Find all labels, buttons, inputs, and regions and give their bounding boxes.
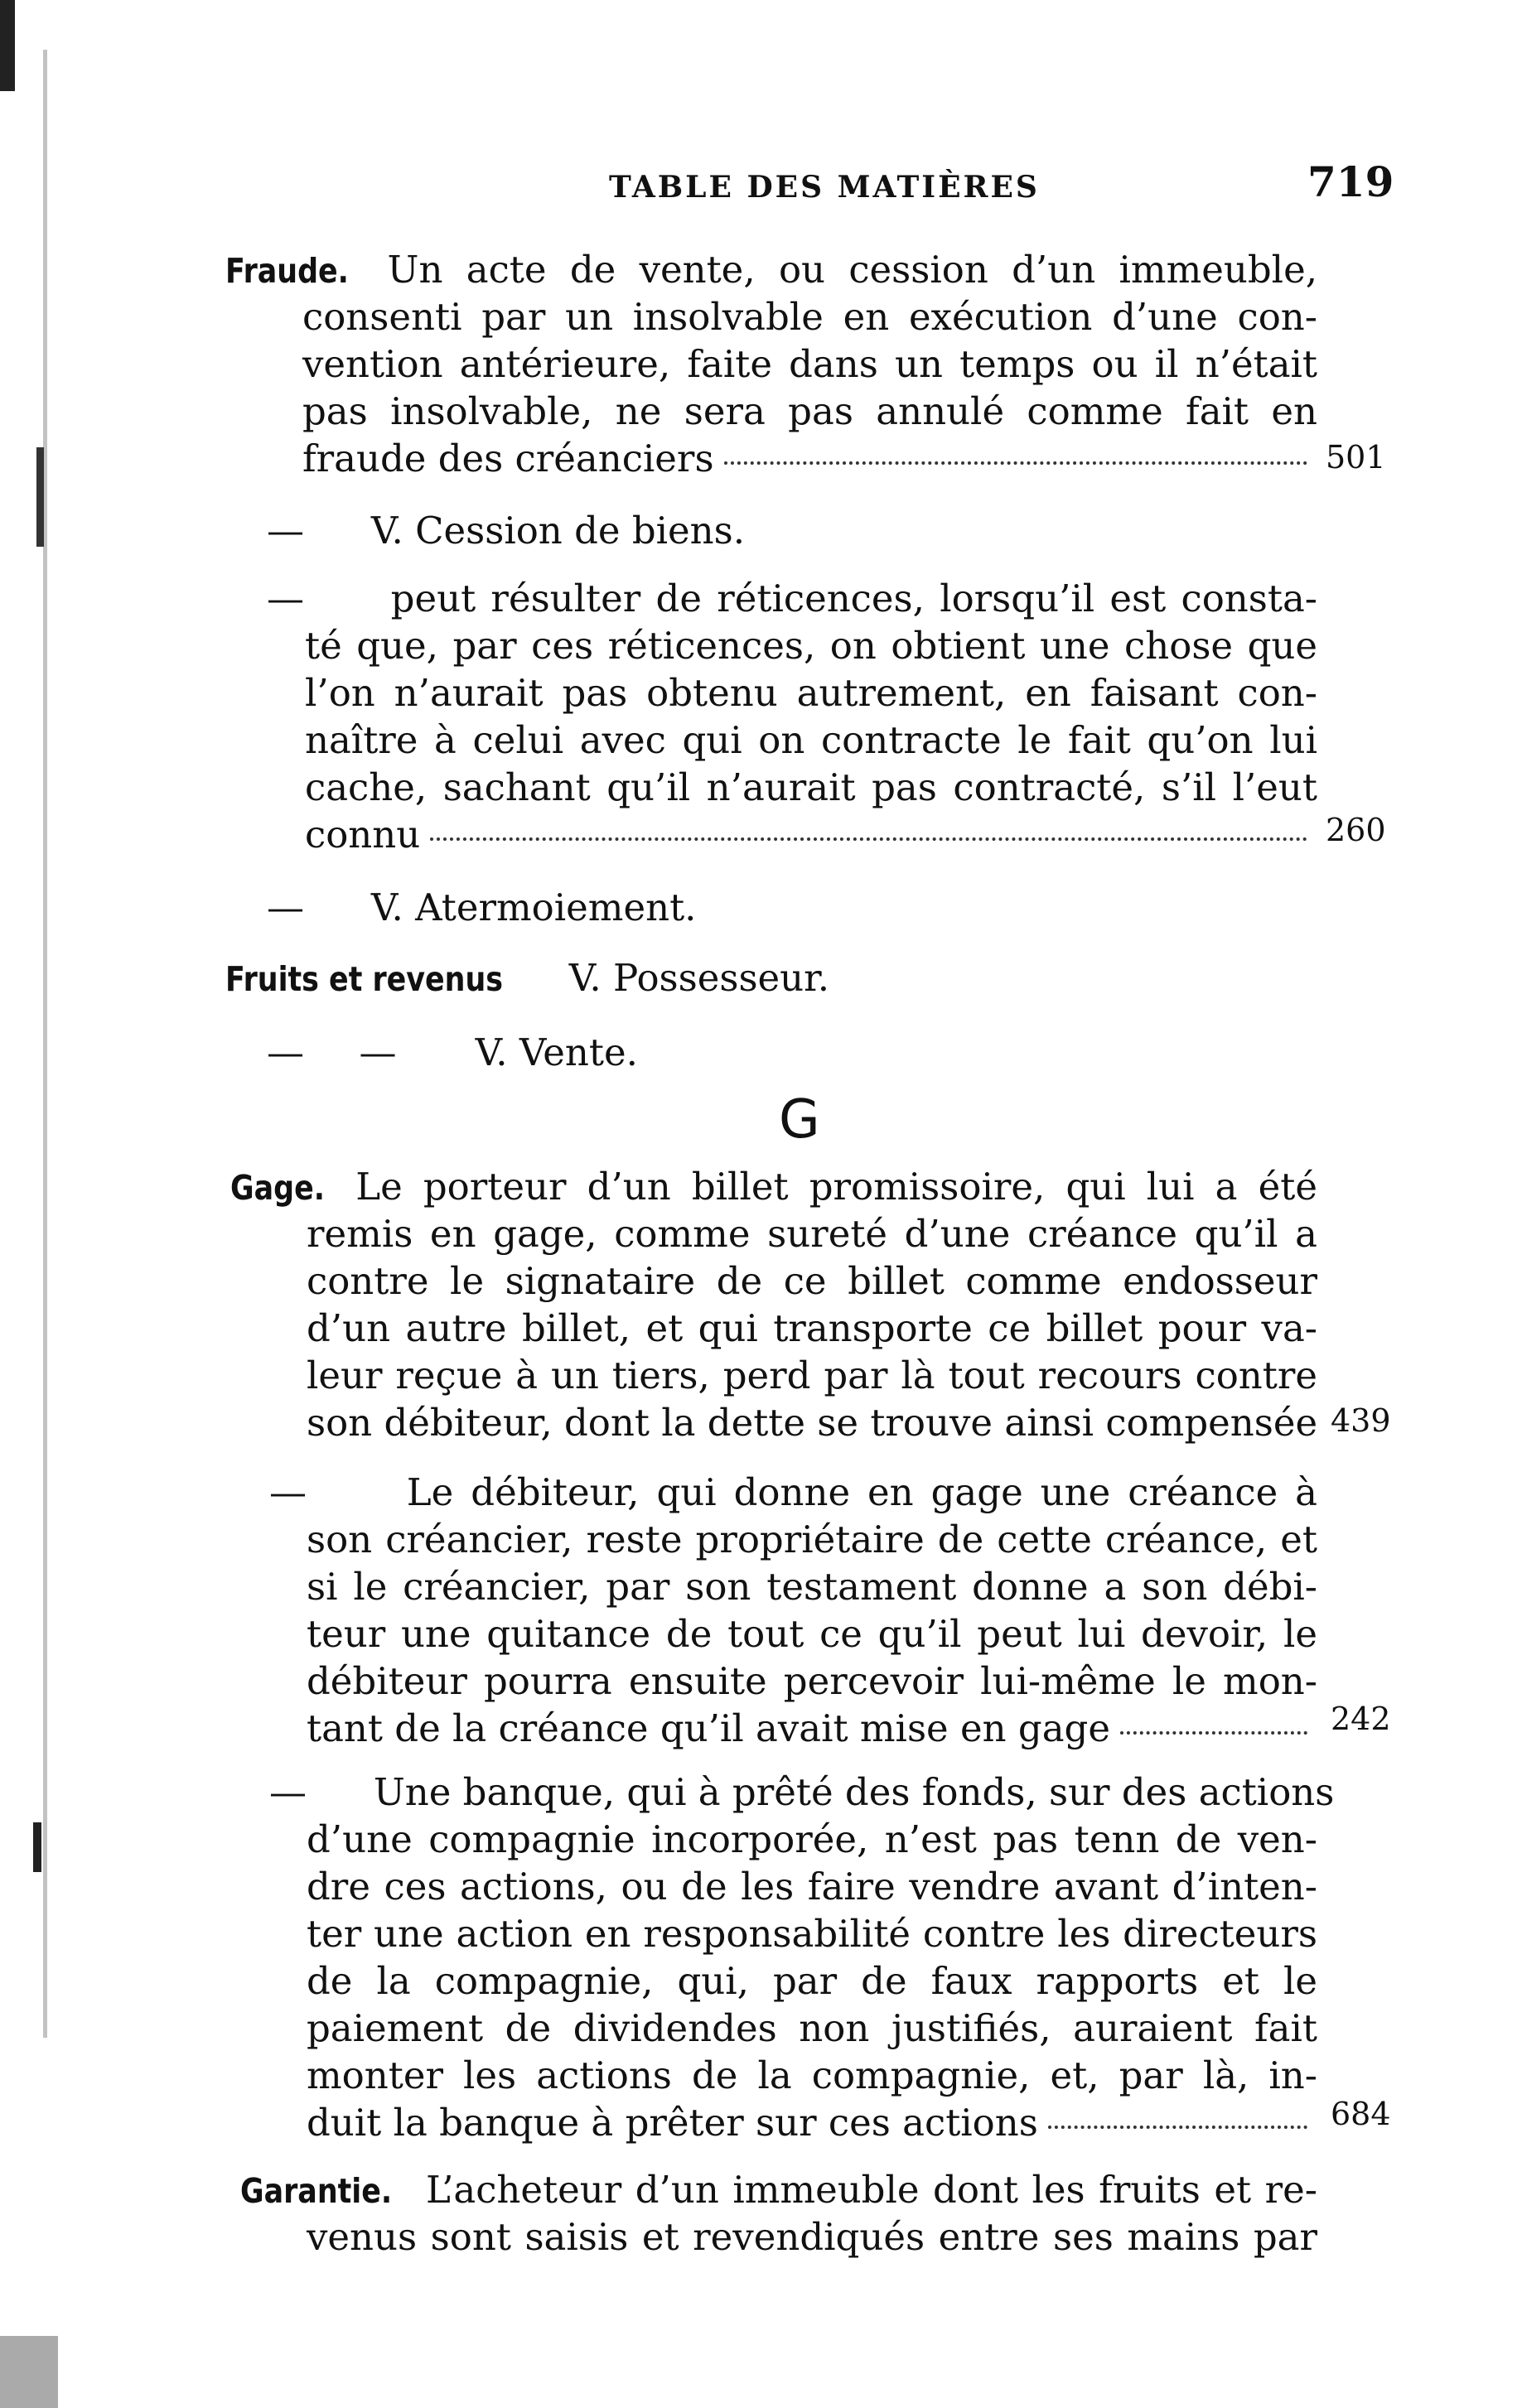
entry-line: cache, sachant qu’il n’aurait pas contracté, s’il l’eut [305, 765, 1317, 809]
entry-leader-line [305, 811, 1317, 858]
entry-line: débiteur pourra ensuite percevoir lui-même le mon- [307, 1659, 1317, 1703]
entry-line: té que, par ces réticences, on obtient une chose que [305, 624, 1317, 668]
ditto-dash: — [267, 577, 304, 620]
subentry-reticences-continuation [305, 622, 1317, 858]
entry-line: son créancier, reste propriétaire de cette créance, et [307, 1518, 1317, 1561]
subentry-banque-continuation [307, 1816, 1317, 2146]
entry-line: consenti par un insolvable en exécution d’une con- [302, 295, 1317, 339]
entry-line: teur une quitance de tout ce qu’il peut lui devoir, le [307, 1612, 1317, 1656]
entry-line: fraude des créanciers [302, 437, 714, 480]
entry-line: connu [305, 813, 421, 857]
subentry-debiteur-continuation [307, 1516, 1317, 1752]
page-number: 719 [1307, 157, 1394, 206]
entry-fraude [225, 246, 1317, 293]
entry-line: de la compagnie, qui, par de faux rapports et le [307, 1959, 1317, 2003]
subentry-reticences [267, 575, 1317, 622]
entry-gage [230, 1163, 1317, 1210]
entry-line: d’une compagnie incorporée, n’est pas tenn de ven- [307, 1817, 1317, 1861]
entry-leader-line [302, 435, 1317, 482]
running-head: TABLE DES MATIÈRES [609, 170, 1040, 205]
entry-line: leur reçue à un tiers, perd par là tout recours contre [307, 1354, 1317, 1397]
scanned-page-edge [0, 0, 58, 2408]
entry-fruits [225, 954, 1054, 1001]
entry-line: duit la banque à prêter sur ces actions [307, 2101, 1038, 2145]
subentry-see-atermoiement [267, 884, 1012, 931]
section-letter: G [779, 1089, 820, 1151]
see-reference: V. Atermoiement. [370, 886, 697, 929]
entry-line: naître à celui avec qui on contracte le fait qu’on lui [305, 718, 1317, 762]
entry-line: son débiteur, dont la dette se trouve ainsi compensée [307, 1401, 1318, 1445]
entry-text: Le porteur d’un billet promissoire, qui lui a été [355, 1165, 1318, 1209]
entry-line: dre ces actions, ou de les faire vendre avant d’inten- [307, 1865, 1317, 1909]
entry-heading: Fraude. [225, 251, 349, 291]
entry-first-line [225, 246, 1317, 293]
see-reference: V. Cession de biens. [370, 509, 746, 553]
subentry-see-vente [267, 1029, 1012, 1076]
entry-text: L’acheteur d’un immeuble dont les fruits et re- [425, 2168, 1317, 2212]
entry-text: Le débiteur, qui donne en gage une créance à [406, 1470, 1318, 1514]
entry-line: monter les actions de la compagnie, et, par là, in- [307, 2053, 1317, 2097]
subentry-debiteur [269, 1469, 1317, 1516]
entry-line: ter une action en responsabilité contre les directeurs [307, 1912, 1317, 1956]
page-reference: 260 [1326, 812, 1386, 848]
ditto-dash: — [359, 1030, 397, 1074]
see-reference: V. Vente. [475, 1030, 638, 1074]
entry-line: paiement de dividendes non justifiés, auraient fait [307, 2006, 1317, 2050]
entry-line: vention antérieure, faite dans un temps ou il n’était [302, 342, 1317, 386]
ditto-dash: — [269, 1770, 307, 1814]
page-reference: 439 [1331, 1402, 1391, 1439]
entry-heading: Garantie. [240, 2171, 393, 2211]
dot-leader [1048, 2126, 1307, 2129]
entry-line: venus sont saisis et revendiqués entre ses mains par [307, 2215, 1317, 2259]
dot-leader [724, 461, 1307, 465]
see-reference: V. Possesseur. [568, 956, 830, 1000]
ditto-dash: — [267, 886, 304, 929]
entry-text: peut résulter de réticences, lorsqu’il est consta- [390, 577, 1318, 620]
entry-line: tant de la créance qu’il avait mise en gage [307, 1706, 1110, 1750]
entry-text: Une banque, qui à prêté des fonds, sur des actions [373, 1770, 1335, 1814]
entry-fraude-continuation [302, 293, 1317, 482]
entry-line: pas insolvable, ne sera pas annulé comme fait en [302, 389, 1317, 433]
ditto-dash: — [267, 1030, 304, 1074]
page-reference: 501 [1326, 439, 1386, 475]
entry-garantie [240, 2166, 1317, 2213]
page-reference: 242 [1331, 1701, 1391, 1737]
entry-heading: Gage. [230, 1168, 325, 1208]
subentry-banque [269, 1769, 1335, 1816]
entry-gage-continuation [307, 1210, 1317, 1446]
entry-leader-line [307, 2099, 1317, 2146]
ditto-dash: — [269, 1470, 307, 1514]
entry-line: remis en gage, comme sureté d’une créance qu’il a [307, 1212, 1317, 1256]
dot-leader [1120, 1731, 1307, 1735]
entry-garantie-continuation [307, 2213, 1317, 2261]
entry-leader-line [307, 1705, 1317, 1752]
entry-text: Un acte de vente, ou cession d’un immeuble, [387, 248, 1318, 292]
page-reference: 684 [1331, 2096, 1391, 2132]
entry-line: l’on n’aurait pas obtenu autrement, en faisant con- [305, 671, 1317, 715]
entry-heading: Fruits et revenus [225, 959, 504, 999]
entry-line: d’un autre billet, et qui transporte ce billet pour va- [307, 1306, 1317, 1350]
subentry-see-cession [267, 507, 1012, 554]
ditto-dash: — [267, 509, 304, 553]
dot-leader [430, 837, 1307, 841]
entry-line: contre le signataire de ce billet comme endosseur [307, 1259, 1317, 1303]
entry-line: si le créancier, par son testament donne a son débi- [307, 1565, 1317, 1609]
